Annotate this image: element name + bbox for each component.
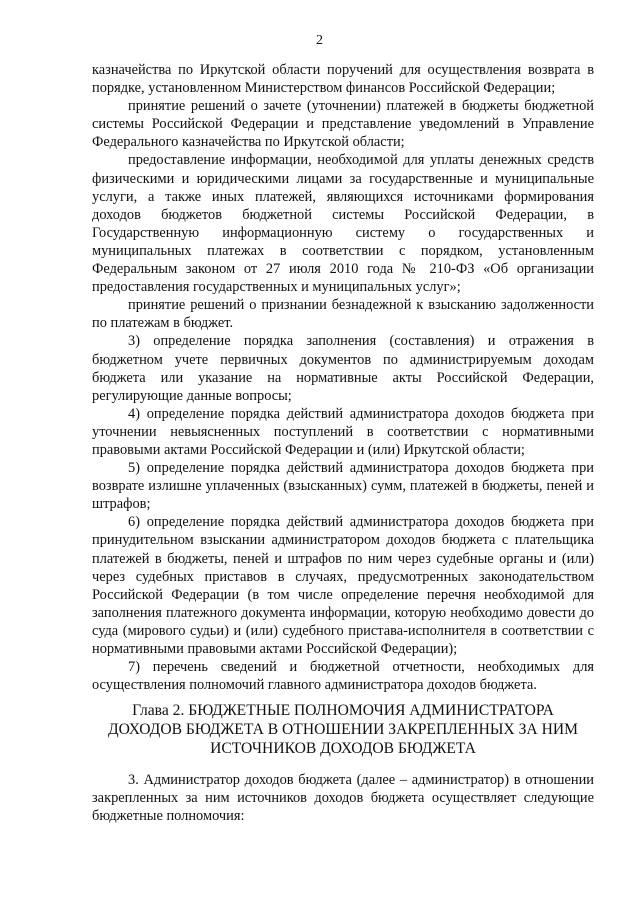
paragraph-administrator-powers: 3. Администратор доходов бюджета (далее – администратор) в отношении закрепленных за ним источников доходов бюджета осуществляет следующие бюджетные полномочия:	[92, 772, 594, 825]
paragraph-item-3: 3) определение порядка заполнения (составления) и отражения в бюджетном учете первичных документов по администрируемым доходам бюджета или указание на нормативные акты Российской Федерации, регулирующие данные вопросы;	[92, 333, 594, 404]
closing-section	[92, 771, 594, 825]
document-body	[92, 61, 594, 694]
page-number: 2	[316, 33, 323, 48]
chapter-heading-line-3: ИСТОЧНИКОВ ДОХОДОВ БЮДЖЕТА	[210, 740, 476, 758]
paragraph-item-6: 6) определение порядка действий администратора доходов бюджета при принудительном взыскании администратором доходов бюджета с плательщика платежей в бюджеты, пеней и штрафов по ним через судебные органы и (или) через судебных приставов в случаях, предусмотренных законодательством Российской Федерации (в том числе определение перечня необходимой для заполнения платежного документа информации, которую необходимо довести до суда (мирового судьи) и (или) судебного пристава-исполнителя в соответствии с нормативными правовыми актами Российской Федерации);	[92, 514, 594, 657]
paragraph-bad-debt-decision: принятие решений о признании безнадежной к взысканию задолженности по платежам в бюджет.	[92, 297, 594, 332]
paragraph-item-7: 7) перечень сведений и бюджетной отчетности, необходимых для осуществления полномочий главного администратора доходов бюджета.	[92, 659, 594, 694]
paragraph-item-5: 5) определение порядка действий администратора доходов бюджета при возврате излишне уплаченных (взысканных) сумм, платежей в бюджеты, пеней и штрафов;	[92, 460, 594, 513]
chapter-heading-line-2: ДОХОДОВ БЮДЖЕТА В ОТНОШЕНИИ ЗАКРЕПЛЕННЫХ ЗА НИМ	[108, 721, 578, 739]
chapter-heading-line-1: Глава 2. БЮДЖЕТНЫЕ ПОЛНОМОЧИЯ АДМИНИСТРАТОРА	[132, 702, 554, 719]
paragraph-continuation: казначейства по Иркутской области поручений для осуществления возврата в порядке, установленном Министерством финансов Российской Федерации;	[92, 62, 594, 97]
paragraph-item-4: 4) определение порядка действий администратора доходов бюджета при уточнении невыясненных поступлений в соответствии с нормативными правовыми актами Российской Федерации и (или) Иркутской области;	[92, 405, 594, 458]
paragraph-offset-decision: принятие решений о зачете (уточнении) платежей в бюджеты бюджетной системы Российской Федерации и представление уведомлений в Управление Федерального казначейства по Иркутской области;	[92, 98, 594, 151]
paragraph-information-provision: предоставление информации, необходимой для уплаты денежных средств физическими и юридическими лицами за государственные и муниципальные услуги, а также иных платежей, являющихся источниками формирования доходов бюджетов бюджетной системы Российской Федерации, в Государственную информационную систему о государственных и муниципальных платежах в соответствии с порядком, установленным Федеральным законом от 27 июля 2010 года № 210-ФЗ «Об организации предоставления государственных и муниципальных услуг»;	[92, 152, 594, 296]
chapter-heading	[92, 701, 594, 759]
